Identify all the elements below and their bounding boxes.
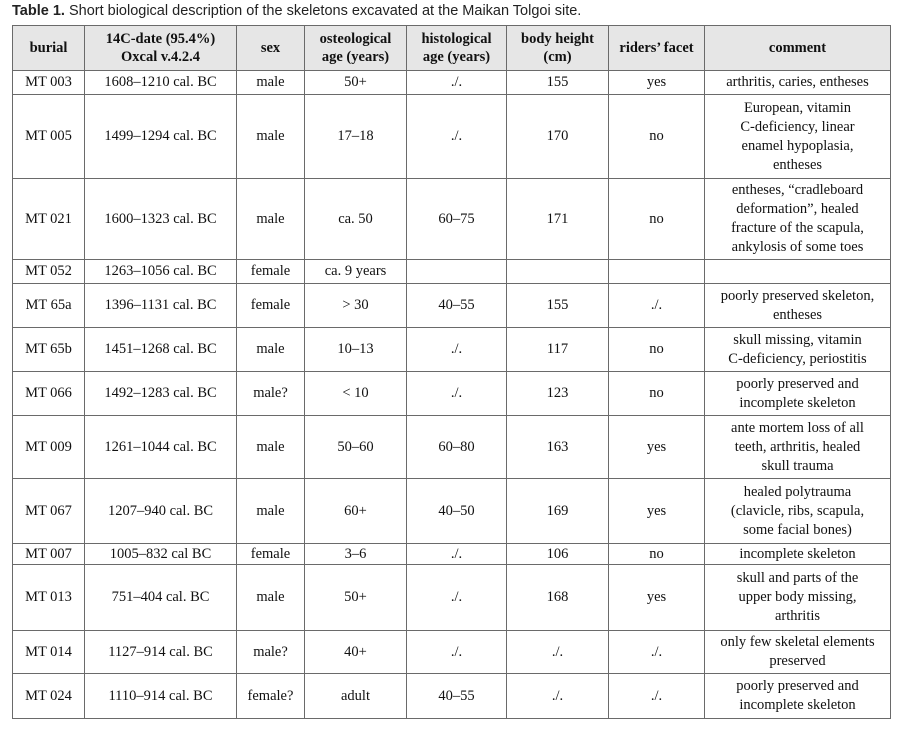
cell-date: 1499–1294 cal. BC xyxy=(85,95,237,179)
cell-comment xyxy=(705,674,891,719)
comment-line: poorly preserved and xyxy=(736,678,859,694)
table-header-row xyxy=(13,26,891,71)
cell-osteo: 10–13 xyxy=(305,328,407,372)
cell-height: 155 xyxy=(507,71,609,95)
comment-line: fracture of the scapula, xyxy=(731,220,864,236)
column-header-line: burial xyxy=(29,40,68,56)
cell-comment xyxy=(705,95,891,179)
cell-riders: yes xyxy=(609,479,705,544)
comment-line: poorly preserved and xyxy=(736,375,859,392)
cell-height: 117 xyxy=(507,328,609,372)
column-header-line: osteological xyxy=(319,31,392,47)
table-caption-text: Short biological description of the skeletons excavated at the Maikan Tolgoi site. xyxy=(68,3,582,19)
cell-height: 106 xyxy=(507,544,609,565)
table-row xyxy=(13,179,891,260)
cell-date: 1608–1210 cal. BC xyxy=(85,71,237,95)
cell-sex: male xyxy=(237,179,305,260)
cell-height: ./. xyxy=(507,631,609,674)
column-header-comment xyxy=(705,26,891,71)
cell-sex: male xyxy=(237,328,305,372)
cell-osteo: 50+ xyxy=(305,71,407,95)
comment-line: poorly preserved skeleton, xyxy=(720,287,875,304)
cell-osteo: ca. 50 xyxy=(305,179,407,260)
cell-burial: MT 007 xyxy=(13,544,85,565)
table-row xyxy=(13,479,891,544)
cell-riders: yes xyxy=(609,565,705,631)
comment-line: C-deficiency, periostitis xyxy=(728,350,867,367)
column-header-line: age (years) xyxy=(321,49,390,65)
cell-date: 1451–1268 cal. BC xyxy=(85,328,237,372)
cell-histo: ./. xyxy=(407,95,507,179)
cell-osteo: 3–6 xyxy=(305,544,407,565)
cell-comment xyxy=(705,260,891,284)
cell-histo: ./. xyxy=(407,328,507,372)
cell-osteo: 17–18 xyxy=(305,95,407,179)
cell-date: 1127–914 cal. BC xyxy=(85,631,237,674)
table-row xyxy=(13,372,891,416)
cell-comment xyxy=(705,544,891,565)
cell-date: 1110–914 cal. BC xyxy=(85,674,237,719)
comment-line: some facial bones) xyxy=(743,521,852,538)
cell-sex: male? xyxy=(237,372,305,416)
cell-osteo: 60+ xyxy=(305,479,407,544)
cell-height: 171 xyxy=(507,179,609,260)
cell-comment xyxy=(705,372,891,416)
column-header-sex xyxy=(237,26,305,71)
cell-histo: ./. xyxy=(407,372,507,416)
table-body xyxy=(13,71,891,719)
table-row xyxy=(13,328,891,372)
comment-line: entheses xyxy=(772,306,823,323)
cell-date: 751–404 cal. BC xyxy=(85,565,237,631)
column-header-line: riders’ facet xyxy=(619,40,694,56)
comment-line: preserved xyxy=(769,653,826,669)
cell-date: 1207–940 cal. BC xyxy=(85,479,237,544)
comment-line: deformation”, healed xyxy=(736,201,859,217)
column-header-osteo xyxy=(305,26,407,71)
comment-line: skull and parts of the xyxy=(736,570,859,586)
cell-burial: MT 013 xyxy=(13,565,85,631)
column-header-line: sex xyxy=(260,40,281,56)
column-header-date xyxy=(85,26,237,71)
cell-histo: ./. xyxy=(407,631,507,674)
comment-line: incomplete skeleton xyxy=(739,697,856,713)
comment-line: skull missing, vitamin xyxy=(733,331,862,348)
cell-osteo: > 30 xyxy=(305,284,407,328)
cell-burial: MT 65b xyxy=(13,328,85,372)
cell-height: ./. xyxy=(507,674,609,719)
cell-height: 163 xyxy=(507,416,609,479)
cell-sex: male xyxy=(237,416,305,479)
cell-comment xyxy=(705,479,891,544)
column-header-line: Oxcal v.4.2.4 xyxy=(121,49,200,65)
cell-burial: MT 021 xyxy=(13,179,85,260)
cell-date: 1261–1044 cal. BC xyxy=(85,416,237,479)
cell-riders: ./. xyxy=(609,284,705,328)
cell-riders xyxy=(609,260,705,284)
cell-osteo: 40+ xyxy=(305,631,407,674)
table-row xyxy=(13,544,891,565)
cell-riders: ./. xyxy=(609,631,705,674)
cell-histo: 40–55 xyxy=(407,284,507,328)
skeleton-description-table xyxy=(12,25,891,719)
cell-osteo: < 10 xyxy=(305,372,407,416)
cell-sex: female xyxy=(237,260,305,284)
cell-date: 1263–1056 cal. BC xyxy=(85,260,237,284)
cell-height: 169 xyxy=(507,479,609,544)
comment-line: incomplete skeleton xyxy=(739,545,856,562)
cell-riders: no xyxy=(609,328,705,372)
cell-sex: female xyxy=(237,284,305,328)
column-header-line: (cm) xyxy=(543,49,572,65)
cell-riders: ./. xyxy=(609,674,705,719)
cell-comment xyxy=(705,631,891,674)
cell-burial: MT 014 xyxy=(13,631,85,674)
cell-height: 168 xyxy=(507,565,609,631)
cell-burial: MT 067 xyxy=(13,479,85,544)
table-row xyxy=(13,565,891,631)
table-caption xyxy=(12,3,581,19)
cell-date: 1005–832 cal BC xyxy=(85,544,237,565)
cell-burial: MT 052 xyxy=(13,260,85,284)
cell-histo: ./. xyxy=(407,544,507,565)
comment-line: healed polytrauma xyxy=(743,483,852,500)
table-caption-label: Table 1. xyxy=(12,3,65,19)
table-row xyxy=(13,674,891,719)
cell-histo xyxy=(407,260,507,284)
comment-line: C-deficiency, linear xyxy=(740,118,855,135)
comment-line: arthritis xyxy=(774,608,821,624)
comment-line: entheses, “cradleboard xyxy=(731,182,864,198)
comment-line: incomplete skeleton xyxy=(739,394,856,411)
column-header-line: comment xyxy=(768,40,827,56)
cell-histo: 40–50 xyxy=(407,479,507,544)
cell-burial: MT 003 xyxy=(13,71,85,95)
cell-osteo: ca. 9 years xyxy=(305,260,407,284)
comment-line: only few skeletal elements xyxy=(720,634,875,650)
cell-osteo: 50+ xyxy=(305,565,407,631)
column-header-riders xyxy=(609,26,705,71)
cell-date: 1492–1283 cal. BC xyxy=(85,372,237,416)
column-header-burial xyxy=(13,26,85,71)
cell-comment xyxy=(705,179,891,260)
table-row xyxy=(13,95,891,179)
column-header-line: age (years) xyxy=(422,49,491,65)
cell-histo: ./. xyxy=(407,71,507,95)
cell-sex: female xyxy=(237,544,305,565)
cell-height: 155 xyxy=(507,284,609,328)
comment-line: arthritis, caries, entheses xyxy=(726,74,869,90)
cell-burial: MT 009 xyxy=(13,416,85,479)
cell-histo: 40–55 xyxy=(407,674,507,719)
cell-height: 123 xyxy=(507,372,609,416)
cell-histo: 60–80 xyxy=(407,416,507,479)
cell-sex: male xyxy=(237,71,305,95)
cell-burial: MT 005 xyxy=(13,95,85,179)
column-header-line: 14C-date (95.4%) xyxy=(105,31,216,47)
cell-histo: 60–75 xyxy=(407,179,507,260)
cell-riders: no xyxy=(609,95,705,179)
cell-comment xyxy=(705,71,891,95)
cell-riders: yes xyxy=(609,416,705,479)
cell-burial: MT 65a xyxy=(13,284,85,328)
cell-burial: MT 024 xyxy=(13,674,85,719)
cell-height: 170 xyxy=(507,95,609,179)
comment-line: skull trauma xyxy=(761,457,834,474)
cell-comment xyxy=(705,328,891,372)
comment-line: ante mortem loss of all xyxy=(731,419,864,436)
cell-riders: no xyxy=(609,544,705,565)
comment-line: ankylosis of some toes xyxy=(731,239,864,255)
table-row xyxy=(13,71,891,95)
cell-riders: yes xyxy=(609,71,705,95)
cell-burial: MT 066 xyxy=(13,372,85,416)
column-header-histo xyxy=(407,26,507,71)
cell-sex: male xyxy=(237,565,305,631)
comment-line: European, vitamin xyxy=(743,99,852,116)
cell-comment xyxy=(705,284,891,328)
cell-date: 1396–1131 cal. BC xyxy=(85,284,237,328)
cell-riders: no xyxy=(609,179,705,260)
column-header-line: histological xyxy=(421,31,492,47)
cell-comment xyxy=(705,416,891,479)
cell-date: 1600–1323 cal. BC xyxy=(85,179,237,260)
comment-line: (clavicle, ribs, scapula, xyxy=(730,502,865,519)
cell-sex: male xyxy=(237,95,305,179)
table-row xyxy=(13,631,891,674)
table-row xyxy=(13,416,891,479)
cell-riders: no xyxy=(609,372,705,416)
table-row xyxy=(13,260,891,284)
comment-line: upper body missing, xyxy=(738,589,857,605)
cell-sex: male xyxy=(237,479,305,544)
cell-sex: male? xyxy=(237,631,305,674)
comment-line: enamel hypoplasia, xyxy=(741,137,854,154)
cell-histo: ./. xyxy=(407,565,507,631)
cell-height xyxy=(507,260,609,284)
cell-osteo: 50–60 xyxy=(305,416,407,479)
comment-line: entheses xyxy=(772,156,823,173)
cell-comment xyxy=(705,565,891,631)
comment-line: teeth, arthritis, healed xyxy=(734,438,861,455)
cell-sex: female? xyxy=(237,674,305,719)
table-row xyxy=(13,284,891,328)
cell-osteo: adult xyxy=(305,674,407,719)
column-header-line: body height xyxy=(521,31,594,47)
column-header-height xyxy=(507,26,609,71)
